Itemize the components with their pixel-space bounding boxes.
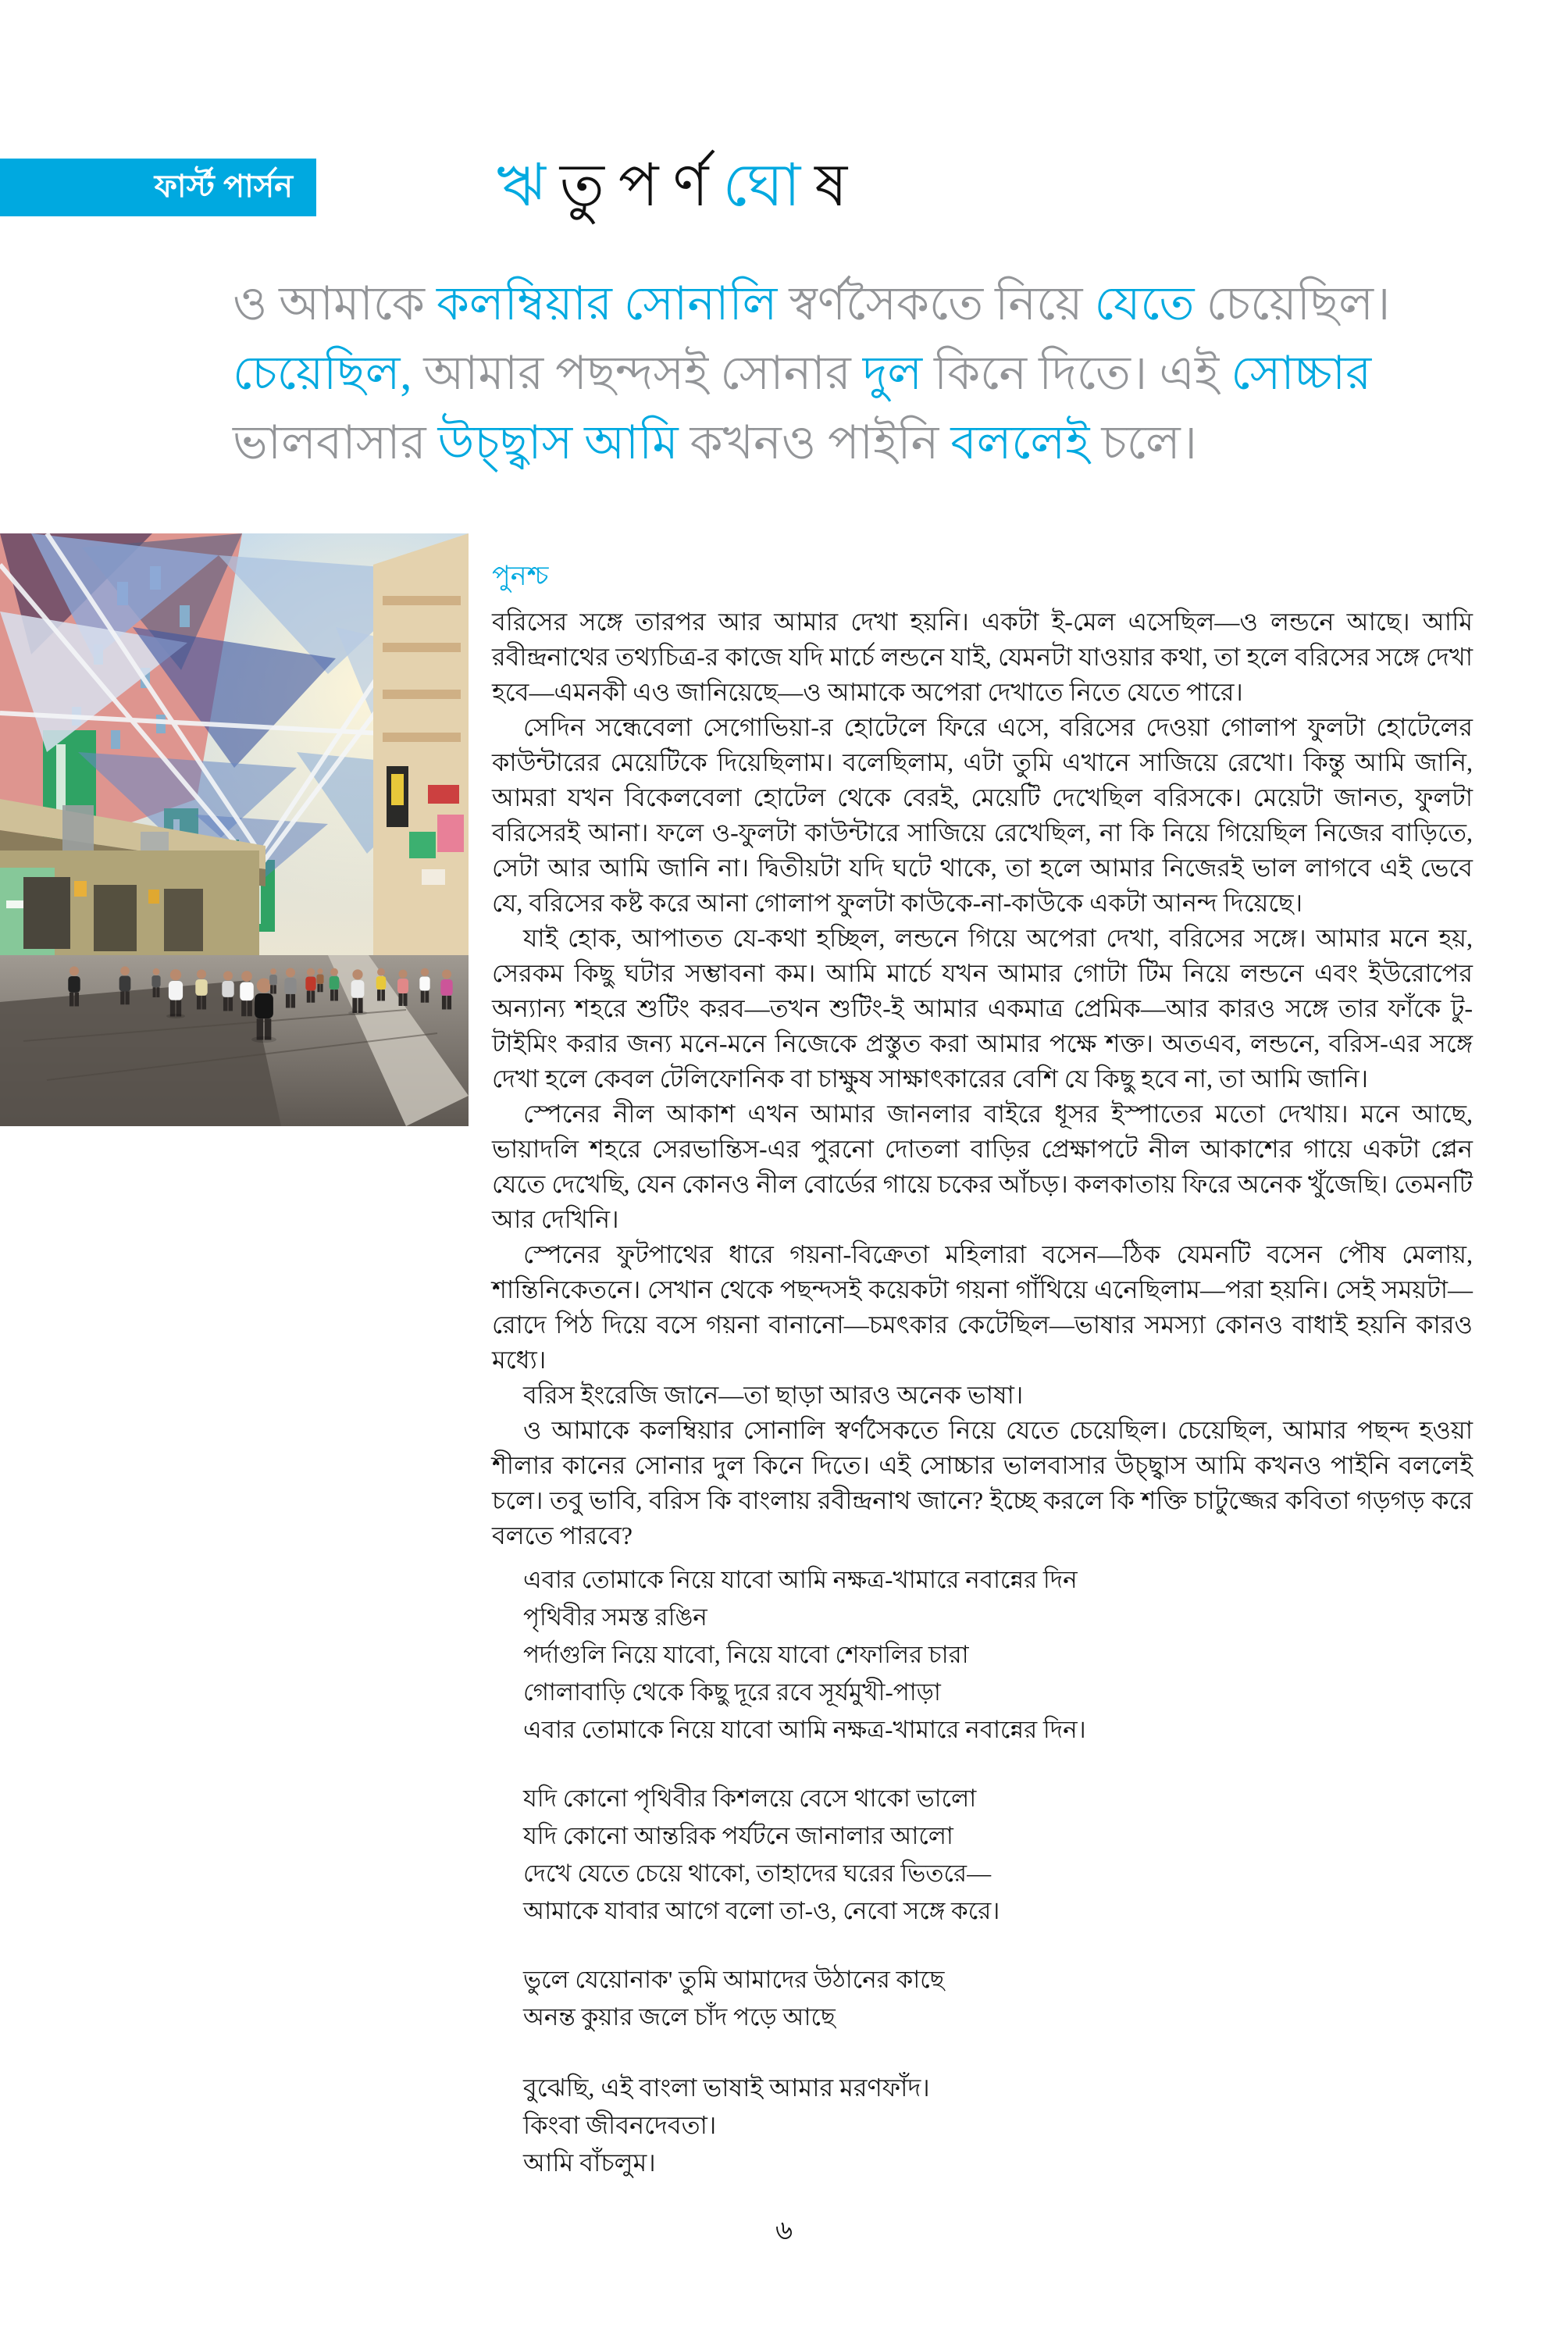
closing-line: আমি বাঁচলুম। (523, 2149, 656, 2177)
pullquote-segment: ও আমাকে (233, 278, 437, 330)
pullquote-line (233, 408, 1478, 478)
poem-line: যদি কোনো আন্তরিক পর্যটনে জানালার আলো (523, 1822, 953, 1849)
author-letter: ষ (814, 153, 848, 219)
paragraph: ও আমাকে কলম্বিয়ার সোনালি স্বর্ণসৈকতে নিয়ে যেতে চেয়েছিল। চেয়েছিল, আমার পছন্দ হওয়া শীলার কানের সোনার দুল কিনে দিতে। এই সোচ্চার ভালবাসার উচ্ছ্বাস আমি কখনও পাইনি বললেই চলে। তবু ভাবি, বরিস কি বাংলায় রবীন্দ্রনাথ জানে? ইচ্ছে করলে কি শক্তি চাটুজ্জের কবিতা গড়গড় করে বলতে পারবে? (492, 1416, 1473, 1549)
pullquote-segment: উচ্ছ্বাস আমি (437, 417, 690, 469)
article-body (492, 561, 1473, 2181)
poem-line: এবার তোমাকে নিয়ে যাবো আমি নক্ষত্র-খামারে নবান্নের দিন (523, 1566, 1078, 1593)
closing-lines (492, 2069, 1473, 2181)
pullquote-segment: কিনে দিতে। এই (934, 348, 1231, 399)
street-photo (0, 533, 469, 1126)
paragraph: স্পেনের নীল আকাশ এখন আমার জানলার বাইরে ধূসর ইস্পাতের মতো দেখায়। মনে আছে, ভায়াদলি শহরে সেরভান্তিস-এর পুরনো দোতলা বাড়ির প্রেক্ষাপটে নীল আকাশের গায়ে একটা প্লেন যেতে দেখেছি, যেন কোনও নীল বোর্ডের গায়ে চকের আঁচড়। কলকাতায় ফিরে অনেক খুঁজেছি। তেমনটি আর দেখিনি। (492, 1100, 1473, 1233)
pullquote-segment: স্বর্ণসৈকতে নিয়ে (789, 278, 1095, 330)
pullquote-segment: চলে। (1101, 417, 1198, 469)
paragraph: সেদিন সন্ধেবেলা সেগোভিয়া-র হোটেলে ফিরে এসে, বরিসের দেওয়া গোলাপ ফুলটা হোটেলের কাউন্টারের মেয়েটিকে দিয়েছিলাম। বলেছিলাম, এটা তুমি এখানে সাজিয়ে রেখো। কিন্তু আমি জানি, আমরা যখন বিকেলবেলা হোটেল থেকে বেরই, মেয়েটি দেখেছিল বরিসকে। মেয়েটা জানত, ফুলটা বরিসেরই আনা। ফলে ও-ফুলটা কাউন্টারে সাজিয়ে রেখেছিল, না কি নিয়ে গিয়েছিল নিজের বাড়িতে, সেটা আর আমি জানি না। দ্বিতীয়টা যদি ঘটে থাকে, তা হলে আমার নিজেরই ভাল লাগবে এই ভেবে যে, বরিসের কষ্ট করে আনা গোলাপ ফুলটা কাউকে-না-কাউকে একটা আনন্দ দিয়েছে। (492, 713, 1473, 917)
poem-line: পর্দাগুলি নিয়ে যাবো, নিয়ে যাবো শেফালির চারা (523, 1641, 969, 1668)
page-number: ৬ (775, 2216, 793, 2245)
paragraph: বরিস ইংরেজি জানে—তা ছাড়া আরও অনেক ভাষা। (523, 1381, 1024, 1409)
poem (492, 1561, 1473, 2036)
author-letter: ঋ (497, 153, 546, 219)
pullquote-segment: যেতে (1094, 278, 1206, 330)
pullquote-segment: সোচ্চার (1231, 348, 1372, 399)
pullquote-segment: ভালবাসার (233, 417, 438, 469)
paragraphs (492, 604, 1473, 1553)
poem-stanza (523, 1780, 1473, 1930)
paragraph: যাই হোক, আপাতত যে-কথা হচ্ছিল, লন্ডনে গিয়ে অপেরা দেখা, বরিসের সঙ্গে। আমার মনে হয়, সেরকম কিছু ঘটার সম্ভাবনা কম। আমি মার্চে যখন আমার গোটা টিম নিয়ে লন্ডনে এবং ইউরোপের অন্যান্য শহরে শুটিং করব—তখন শুটিং-ই আমার একমাত্র প্রেমিক—আর কারও সঙ্গে তার ফাঁকে টু-টাইমিং করার জন্য মনে-মনে নিজেকে প্রস্তুত করা আমার পক্ষে শক্ত। অতএব, লন্ডনে, বরিস-এর সঙ্গে দেখা হলে কেবল টেলিফোনিক বা চাক্ষুষ সাক্ষাৎকারের বেশি যে কিছু হবে না, তা আমি জানি। (492, 924, 1473, 1093)
paragraph: বরিসের সঙ্গে তারপর আর আমার দেখা হয়নি। একটা ই-মেল এসেছিল—ও লন্ডনে আছে। আমি রবীন্দ্রনাথের তথ্যচিত্র-র কাজে যদি মার্চে লন্ডনে যাই, যেমনটা যাওয়ার কথা, তা হলে বরিসের সঙ্গে দেখা হবে—এমনকী এও জানিয়েছে—ও আমাকে অপেরা দেখাতে নিতে যেতে পারে। (492, 608, 1473, 706)
street-photo-illustration (0, 533, 469, 1126)
pullquote-segment: কখনও পাইনি (690, 417, 951, 469)
poem-stanza (523, 1961, 1473, 2036)
pullquote-segment: দুল (862, 348, 935, 399)
section-heading: পুনশ্চ (492, 561, 549, 591)
poem-line: যদি কোনো পৃথিবীর কিশলয়ে বেসে থাকো ভালো (523, 1785, 977, 1812)
poem-line: অনন্ত কুয়ার জলে চাঁদ পড়ে আছে (523, 2003, 836, 2031)
author-letter: প (618, 153, 659, 219)
paragraph: স্পেনের ফুটপাথের ধারে গয়না-বিক্রেতা মহিলারা বসেন—ঠিক যেমনটি বসেন পৌষ মেলায়, শান্তিনিকেতনে। সেখান থেকে পছন্দসই কয়েকটা গয়না গাঁথিয়ে এনেছিলাম—পরা হয়নি। সেই সময়টা—রোদে পিঠ দিয়ে বসে গয়না বানানো—চমৎকার কেটেছিল—ভাষার সমস্যা কোনও বাধাই হয়নি কারও মধ্যে। (492, 1240, 1473, 1374)
closing-line: বুঝেছি, এই বাংলা ভাষাই আমার মরণফাঁদ। (523, 2074, 930, 2102)
pullquote-line (233, 269, 1478, 339)
poem-line: এবার তোমাকে নিয়ে যাবো আমি নক্ষত্র-খামারে নবান্নের দিন। (523, 1716, 1086, 1743)
pullquote (233, 269, 1478, 478)
poem-line: দেখে যেতে চেয়ে থাকো, তাহাদের ঘরের ভিতরে— (523, 1860, 992, 1887)
pullquote-segment: আমার পছন্দসই সোনার (423, 348, 863, 399)
author-name (497, 150, 861, 222)
pullquote-segment: বললেই (950, 417, 1102, 469)
author-letter: তু (559, 153, 604, 219)
author-letter: র্ণ (672, 153, 709, 219)
pullquote-segment: কলম্বিয়ার সোনালি (436, 278, 789, 330)
poem-line: ভুলে যেয়োনাক' তুমি আমাদের উঠানের কাছে (523, 1966, 945, 1993)
author-letter: ঘো (722, 153, 801, 219)
section-kicker-banner (0, 159, 316, 216)
pullquote-segment: চেয়েছিল। (1206, 278, 1391, 330)
pullquote-segment: চেয়েছিল, (233, 348, 424, 399)
closing-line: কিংবা জীবনদেবতা। (523, 2111, 717, 2139)
poem-line: গোলাবাড়ি থেকে কিছু দূরে রবে সূর্যমুখী-পাড়া (523, 1678, 941, 1706)
poem-line: আমাকে যাবার আগে বলো তা-ও, নেবো সঙ্গে করে। (523, 1897, 1000, 1924)
poem-stanza (523, 1561, 1473, 1749)
kicker-label: ফার্স্ট পার্সন (154, 169, 293, 204)
pullquote-line (233, 339, 1478, 408)
poem-line: পৃথিবীর সমস্ত রঙিন (523, 1603, 707, 1631)
